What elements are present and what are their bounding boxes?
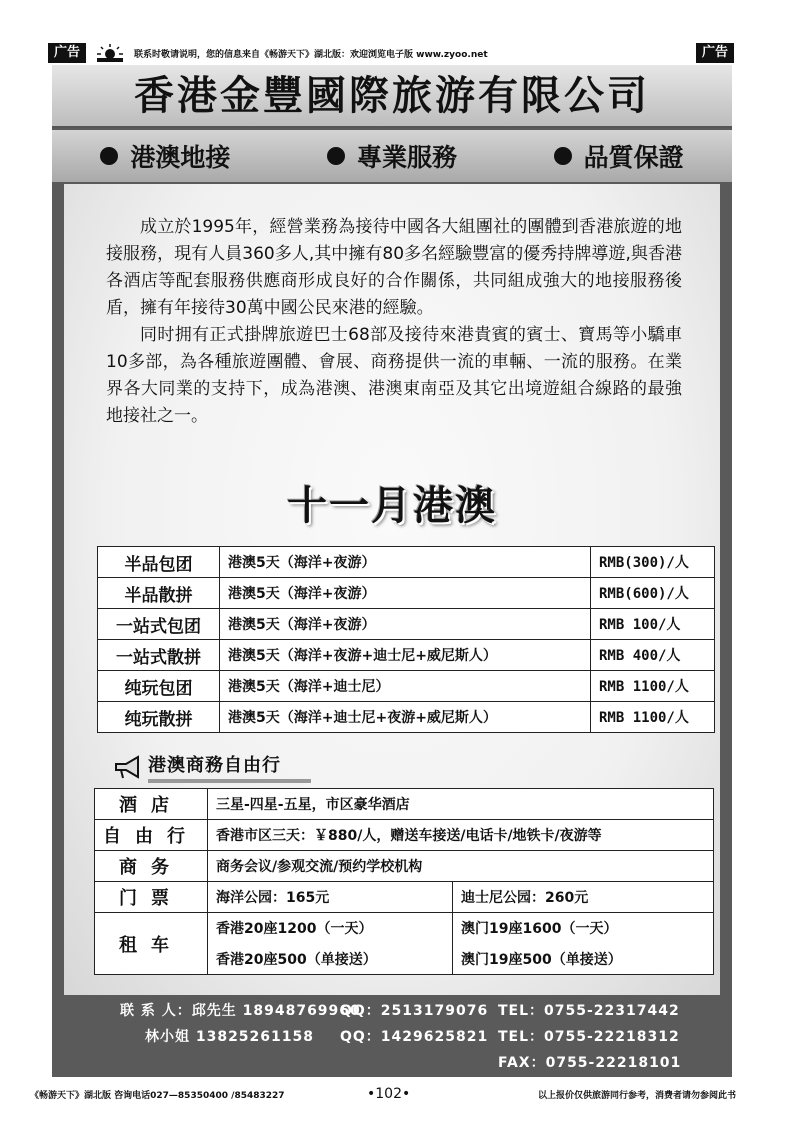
table-row: 自由行 香港市区三天：￥880/人，赠送车接送/电话卡/地铁卡/夜游等 [95,820,714,851]
header-note: 联系时敬请说明，您的信息来自《畅游天下》湖北版：欢迎浏览电子版 www.zyoo.net [134,49,488,60]
table-row: 门票 海洋公园：165元 迪士尼公园：260元 [95,882,714,913]
contact-1-name: 联 系 人：邱先生 18948769960 [120,1003,361,1019]
contact-2-qq: QQ：1429625821 [340,1029,489,1045]
bullet-icon [100,147,118,165]
business-table [94,788,714,975]
magazine-logo-icon [92,42,128,64]
contact-1-qq: QQ：2513179076 [340,1003,489,1019]
contact-1-tel: TEL：0755-22317442 [498,1003,680,1019]
business-section-header [112,751,311,783]
slogan-1: 港澳地接 [100,138,230,174]
content-panel [64,184,720,995]
page-number: •102• [367,1086,411,1102]
contact-2-name: 林小姐 13825261158 [144,1029,314,1045]
table-row: 租车 香港20座1200（一天） 澳门19座1600（一天） [95,913,714,944]
footer-left: 《畅游天下》湖北版 咨询电话027—85350400 /85483227 [30,1090,285,1101]
slogan-bar [52,130,732,182]
table-row: 一站式包团 港澳5天（海洋+夜游） RMB 100/人 [98,609,715,640]
table-row: 纯玩包团 港澳5天（海洋+迪士尼） RMB 1100/人 [98,671,715,702]
price-table [97,546,715,733]
intro-paragraph-2: 同时拥有正式掛牌旅遊巴士68部及接待來港貴賓的賓士、寶馬等小驕車10多部，為各種旅遊團體、會展、商務提供一流的車輛、一流的服務。在業界各大同業的支持下，成為港澳、港澳東南亞及其它出境遊組合線路的最強地接社之一。 [106,325,682,426]
page-footer [30,1086,736,1102]
ad-label-left: 广告 [48,43,86,63]
footer-right: 以上报价仅供旅游同行参考，消费者请勿参阅此书 [537,1090,736,1101]
contact-fax: FAX：0755-22218101 [498,1055,682,1071]
table-row: 纯玩散拼 港澳5天（海洋+迪士尼+夜游+威尼斯人） RMB 1100/人 [98,702,715,733]
slogan-2: 專業服務 [327,138,457,174]
month-title: 十一月港澳 [287,483,497,529]
bullet-icon [327,147,345,165]
bullet-icon [554,147,572,165]
table-row: 半品散拼 港澳5天（海洋+夜游） RMB(600)/人 [98,578,715,609]
slogan-3: 品質保證 [554,138,684,174]
intro-paragraph-1: 成立於1995年，經營業務為接待中國各大組團社的團體到香港旅遊的地接服務，現有人員360多人,其中擁有80多名經驗豐富的優秀持牌導遊,與香港各酒店等配套服務供應商形成良好的合作關係，共同組成強大的地接服務後盾，擁有年接待30萬中國公民來港的經驗。 [106,217,682,318]
business-title: 港澳商務自由行 [148,751,311,783]
company-intro [106,214,682,430]
table-row: 香港20座500（单接送） 澳门19座500（单接送） [95,944,714,975]
company-header [52,65,732,128]
contact-block [120,1000,720,1077]
advertisement-page [52,65,732,1077]
megaphone-icon [112,754,144,780]
table-row: 酒店 三星-四星-五星，市区豪华酒店 [95,789,714,820]
top-bar [48,42,734,64]
company-name: 香港金豐國際旅游有限公司 [134,73,650,119]
contact-2-tel: TEL：0755-22218312 [498,1029,680,1045]
table-row: 半品包团 港澳5天（海洋+夜游） RMB(300)/人 [98,547,715,578]
table-row: 一站式散拼 港澳5天（海洋+夜游+迪士尼+威尼斯人） RMB 400/人 [98,640,715,671]
table-row: 商务 商务会议/参观交流/预约学校机构 [95,851,714,882]
ad-label-right: 广告 [696,43,734,63]
